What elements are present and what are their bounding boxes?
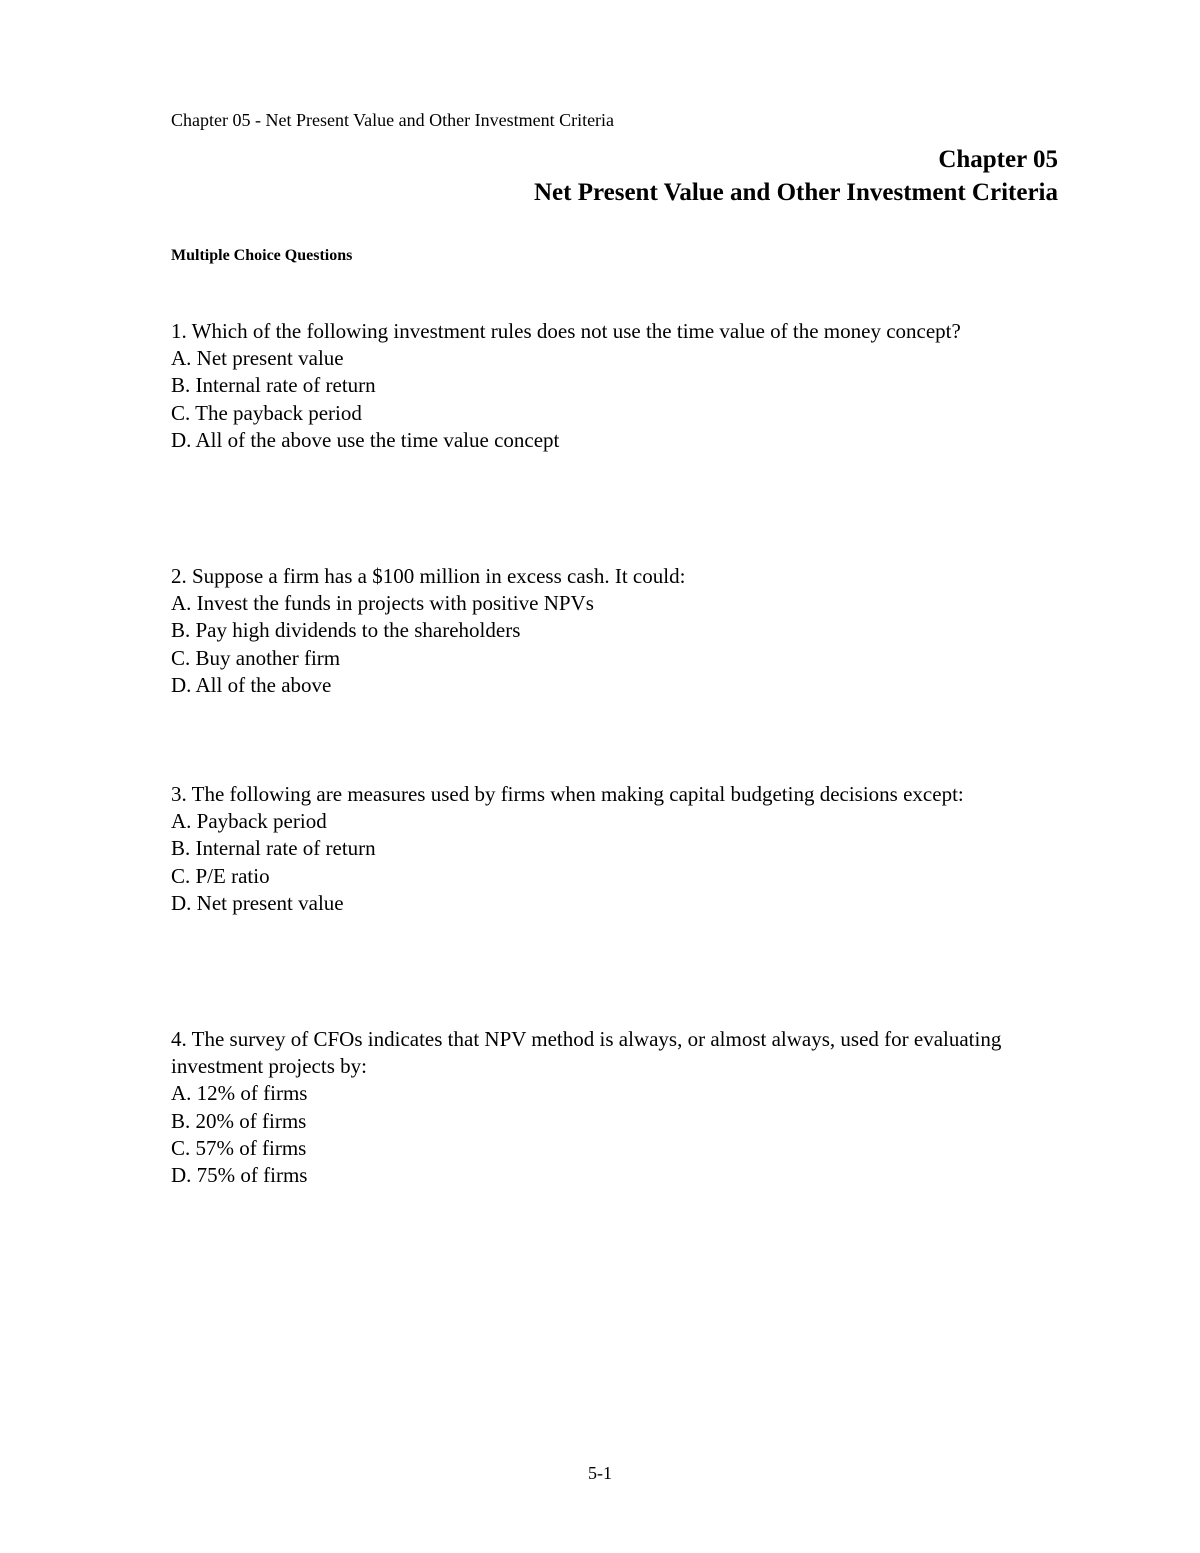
answer-option-b: B. Internal rate of return (171, 373, 376, 398)
answer-option-c: C. Buy another firm (171, 645, 341, 670)
question-2 (171, 563, 1051, 699)
answer-option-c: C. 57% of firms (171, 1135, 307, 1160)
question-4 (171, 1026, 1051, 1189)
question-stem: 3. The following are measures used by firms when making capital budgeting decisions except: (171, 782, 964, 806)
answer-option-b: B. Pay high dividends to the shareholders (171, 618, 521, 643)
answer-option-a: A. 12% of firms (171, 1081, 308, 1106)
question-stem: 1. Which of the following investment rules does not use the time value of the money concept? (171, 319, 961, 343)
chapter-subtitle: Net Present Value and Other Investment Criteria (533, 179, 1058, 206)
question-1 (171, 318, 1051, 454)
page-number: 5-1 (588, 1463, 612, 1483)
answer-option-d: D. All of the above use the time value concept (171, 427, 560, 452)
answer-option-a: A. Invest the funds in projects with positive NPVs (171, 591, 594, 616)
answer-option-b: B. Internal rate of return (171, 836, 376, 861)
question-3 (171, 781, 1051, 917)
answer-option-a: A. Net present value (171, 346, 344, 371)
answer-option-c: C. P/E ratio (171, 863, 270, 888)
question-stem: 2. Suppose a firm has a $100 million in excess cash. It could: (171, 564, 686, 588)
answer-option-d: D. 75% of firms (171, 1163, 308, 1188)
section-heading: Multiple Choice Questions (171, 247, 353, 264)
answer-option-a: A. Payback period (171, 809, 327, 834)
chapter-number-title: Chapter 05 (938, 146, 1058, 173)
answer-option-d: D. Net present value (171, 890, 344, 915)
answer-option-d: D. All of the above (171, 672, 332, 697)
answer-option-b: B. 20% of firms (171, 1108, 307, 1133)
question-stem: 4. The survey of CFOs indicates that NPV method is always, or almost always, used for evaluating investment projects by: (171, 1027, 1002, 1079)
chapter-title-block (534, 143, 1058, 209)
running-header: Chapter 05 - Net Present Value and Other Investment Criteria (171, 110, 615, 130)
answer-option-c: C. The payback period (171, 400, 362, 425)
